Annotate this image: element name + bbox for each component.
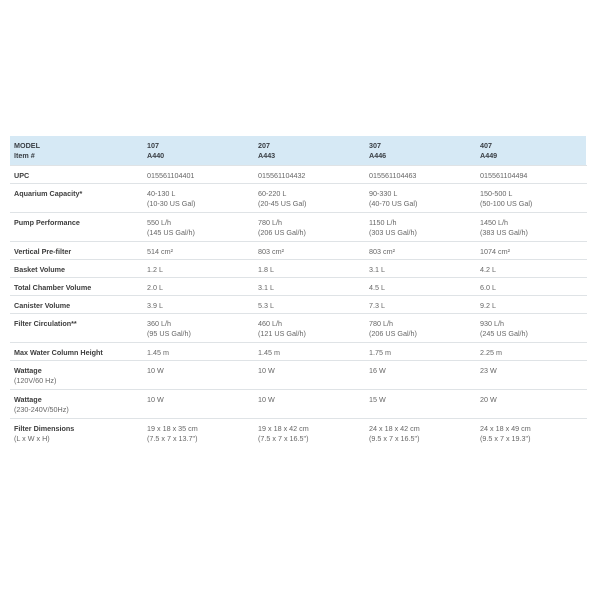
value-cell [254,389,365,418]
table-row [10,295,587,313]
cell-value: 6.0 L [480,282,496,292]
value-cell [254,212,365,241]
value-cell [143,342,254,360]
row-label-cell [10,277,143,295]
cell-value: 10 W [147,394,164,404]
row-label: UPC [14,170,30,180]
table-row [10,360,587,389]
row-label-cell [10,360,143,389]
row-label: Wattage [14,394,42,404]
cell-value: 40-130 L [147,188,176,198]
row-label: Canister Volume [14,300,71,310]
cell-value: 3.1 L [258,282,274,292]
cell-value-secondary: (50-100 US Gal) [480,198,533,208]
value-cell [365,418,476,447]
cell-value-secondary: (95 US Gal/h) [147,328,191,338]
row-label-cell [10,241,143,259]
row-sublabel: (230-240V/50Hz) [14,404,69,414]
value-cell [143,212,254,241]
cell-value-secondary: (383 US Gal/h) [480,227,528,237]
cell-value: 90-330 L [369,188,398,198]
value-cell [143,295,254,313]
row-label: Max Water Column Height [14,347,103,357]
cell-value: 780 L/h [258,217,282,227]
value-cell [365,183,476,212]
value-cell [143,277,254,295]
value-cell [143,389,254,418]
item-number: A443 [258,151,276,160]
cell-value-secondary: (206 US Gal/h) [258,227,306,237]
value-cell [365,360,476,389]
cell-value: 514 cm² [147,246,173,256]
cell-value-secondary: (40-70 US Gal) [369,198,418,208]
value-cell [254,259,365,277]
cell-value: 23 W [480,365,497,375]
cell-value-secondary: (303 US Gal/h) [369,227,417,237]
row-sublabel: (120V/60 Hz) [14,375,57,385]
table-body [10,165,587,447]
cell-value: 2.0 L [147,282,163,292]
cell-value: 1074 cm² [480,246,510,256]
value-cell [365,241,476,259]
cell-value: 150-500 L [480,188,513,198]
value-cell [476,183,587,212]
cell-value-secondary: (20-45 US Gal) [258,198,307,208]
value-cell [365,295,476,313]
cell-value: 780 L/h [369,318,393,328]
value-cell [254,295,365,313]
cell-value: 930 L/h [480,318,504,328]
row-label-cell [10,183,143,212]
value-cell [143,313,254,342]
table-row [10,389,587,418]
header-model-label: MODEL [14,141,40,150]
cell-value: 9.2 L [480,300,496,310]
value-cell [254,183,365,212]
model-number: 207 [258,141,270,150]
cell-value: 360 L/h [147,318,171,328]
cell-value-secondary: (10-30 US Gal) [147,198,196,208]
value-cell [143,259,254,277]
header-model-cell [254,136,365,165]
cell-value: 24 x 18 x 42 cm [369,423,420,433]
cell-value: 24 x 18 x 49 cm [480,423,531,433]
value-cell [365,342,476,360]
cell-value: 20 W [480,394,497,404]
value-cell [476,389,587,418]
header-model-cell [365,136,476,165]
value-cell [365,165,476,183]
cell-value: 460 L/h [258,318,282,328]
header-label-cell [10,136,143,165]
cell-value: 4.5 L [369,282,385,292]
row-label-cell [10,259,143,277]
cell-value: 015561104463 [369,170,417,180]
value-cell [476,418,587,447]
cell-value: 1.45 m [258,347,280,357]
row-label: Basket Volume [14,264,65,274]
cell-value-secondary: (206 US Gal/h) [369,328,417,338]
row-label-cell [10,212,143,241]
value-cell [254,241,365,259]
value-cell [365,259,476,277]
value-cell [254,418,365,447]
value-cell [254,165,365,183]
header-item-label: Item # [14,151,35,160]
model-number: 307 [369,141,381,150]
cell-value: 16 W [369,365,386,375]
value-cell [143,165,254,183]
value-cell [254,277,365,295]
cell-value: 19 x 18 x 35 cm [147,423,198,433]
header-trail [586,136,590,165]
cell-value-secondary: (145 US Gal/h) [147,227,195,237]
model-number: 407 [480,141,492,150]
item-number: A440 [147,151,165,160]
table-row [10,165,587,183]
cell-value: 015561104432 [258,170,306,180]
cell-value: 1.45 m [147,347,169,357]
row-label-cell [10,389,143,418]
cell-value-secondary: (9.5 x 7 x 19.3") [480,433,531,443]
row-label-cell [10,165,143,183]
value-cell [254,360,365,389]
table-row [10,212,587,241]
row-label-cell [10,418,143,447]
item-number: A449 [480,151,498,160]
row-label: Aquarium Capacity* [14,188,83,198]
row-label: Pump Performance [14,217,80,227]
cell-value: 015561104494 [480,170,528,180]
value-cell [143,241,254,259]
cell-value: 803 cm² [258,246,284,256]
cell-value: 803 cm² [369,246,395,256]
cell-value: 015561104401 [147,170,195,180]
cell-value: 3.1 L [369,264,385,274]
value-cell [143,418,254,447]
header-model-cell [143,136,254,165]
row-label-cell [10,342,143,360]
value-cell [476,212,587,241]
cell-value-secondary: (245 US Gal/h) [480,328,528,338]
table-row [10,259,587,277]
row-label: Total Chamber Volume [14,282,92,292]
value-cell [254,313,365,342]
value-cell [365,389,476,418]
value-cell [476,360,587,389]
cell-value: 10 W [147,365,164,375]
cell-value: 10 W [258,365,275,375]
row-label-cell [10,295,143,313]
row-label: Filter Circulation** [14,318,77,328]
value-cell [476,313,587,342]
cell-value: 3.9 L [147,300,163,310]
value-cell [365,313,476,342]
cell-value-secondary: (7.5 x 7 x 16.5") [258,433,309,443]
row-sublabel: (L x W x H) [14,433,50,443]
value-cell [476,295,587,313]
value-cell [143,360,254,389]
cell-value: 60-220 L [258,188,287,198]
header-row [10,136,587,165]
value-cell [254,342,365,360]
cell-value-secondary: (7.5 x 7 x 13.7") [147,433,198,443]
table-row [10,342,587,360]
cell-value: 7.3 L [369,300,385,310]
cell-value: 1.75 m [369,347,391,357]
cell-value-secondary: (9.5 x 7 x 16.5") [369,433,420,443]
table-row [10,418,587,447]
table-row [10,313,587,342]
row-label: Wattage [14,365,42,375]
row-label-cell [10,313,143,342]
cell-value: 1150 L/h [369,217,397,227]
model-number: 107 [147,141,159,150]
table-row [10,183,587,212]
table-header [10,136,587,165]
table-row [10,277,587,295]
value-cell [476,259,587,277]
cell-value: 4.2 L [480,264,496,274]
cell-value: 19 x 18 x 42 cm [258,423,309,433]
value-cell [365,277,476,295]
cell-value: 1450 L/h [480,217,508,227]
cell-value: 2.25 m [480,347,502,357]
value-cell [476,165,587,183]
cell-value: 1.2 L [147,264,163,274]
table-row [10,241,587,259]
value-cell [476,342,587,360]
item-number: A446 [369,151,387,160]
cell-value: 15 W [369,394,386,404]
cell-value: 5.3 L [258,300,274,310]
value-cell [143,183,254,212]
value-cell [476,277,587,295]
cell-value: 1.8 L [258,264,274,274]
row-label: Vertical Pre-filter [14,246,72,256]
header-model-cell [476,136,587,165]
row-label: Filter Dimensions [14,423,75,433]
spec-table [10,136,587,447]
cell-value: 10 W [258,394,275,404]
value-cell [365,212,476,241]
value-cell [476,241,587,259]
cell-value: 550 L/h [147,217,171,227]
cell-value-secondary: (121 US Gal/h) [258,328,306,338]
